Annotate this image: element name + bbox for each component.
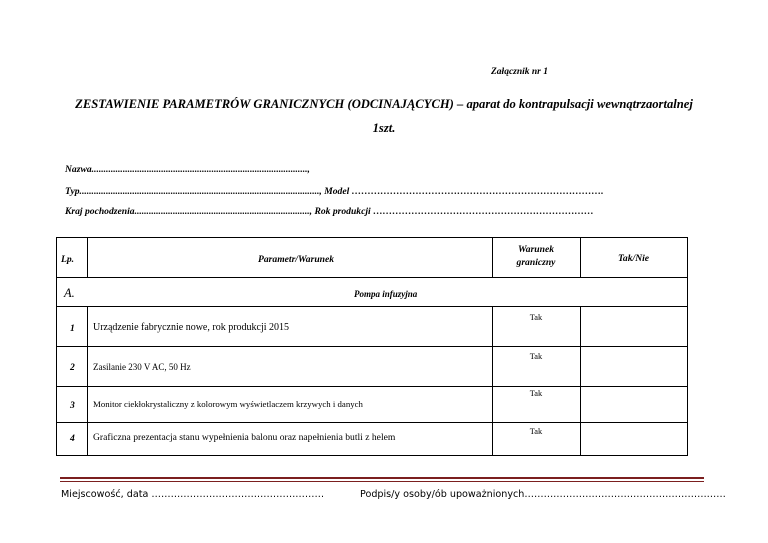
- row-lp: 4: [70, 433, 75, 444]
- field-origin-year: Kraj pochodzenia........................................................................., Rok produkcji ……………………………………………………………: [65, 206, 594, 217]
- field-type-model: Typ...................................................................................................., Model …………………………………………………………………….: [65, 186, 604, 197]
- row-param: Monitor ciekłokrystaliczny z kolorowym wyświetlaczem krzywych i danych: [93, 399, 363, 409]
- header-lp: Lp.: [61, 254, 75, 265]
- row-lp: 3: [70, 400, 75, 411]
- section-title: Pompa infuzyjna: [354, 289, 418, 299]
- row-param: Graficzna prezentacja stanu wypełnienia balonu oraz napełnienia butli z helem: [93, 432, 396, 443]
- row-param: Zasilanie 230 V AC, 50 Hz: [93, 362, 191, 372]
- row-yesno-cell[interactable]: [581, 423, 687, 455]
- footer-divider-thick: [60, 477, 704, 479]
- signature-place-date: Miejscowość, data ………………………………………………: [61, 489, 325, 500]
- section-label: A.: [64, 286, 75, 300]
- row-limit: Tak: [529, 389, 543, 398]
- row-param: Urządzenie fabrycznie nowe, rok produkcji 2015: [93, 322, 290, 333]
- header-limit-line1: Warunek: [517, 244, 555, 255]
- parameters-table: [56, 237, 688, 456]
- row-limit: Tak: [529, 427, 543, 436]
- header-limit-line2: graniczny: [516, 257, 556, 268]
- document-subtitle: 1szt.: [372, 121, 396, 135]
- row-yesno-cell[interactable]: [581, 387, 687, 422]
- field-name: Nazwa..........................................................................................,: [65, 164, 310, 175]
- row-yesno-cell[interactable]: [581, 307, 687, 346]
- signature-authorized-persons: Podpis/y osoby/ób upoważnionych………………………………………………………: [360, 489, 726, 500]
- row-limit: Tak: [529, 352, 543, 361]
- row-lp: 2: [70, 362, 75, 373]
- header-yesno: Tak/Nie: [617, 253, 650, 264]
- document-title: ZESTAWIENIE PARAMETRÓW GRANICZNYCH (ODCINAJĄCYCH) – aparat do kontrapulsacji wewnątrzaortalnej: [75, 97, 693, 111]
- header-param: Parametr/Warunek: [258, 254, 335, 265]
- row-yesno-cell[interactable]: [581, 347, 687, 386]
- attachment-label: Załącznik nr 1: [491, 67, 549, 77]
- row-limit: Tak: [529, 313, 543, 322]
- footer-divider-thin: [60, 481, 704, 482]
- row-lp: 1: [70, 323, 75, 334]
